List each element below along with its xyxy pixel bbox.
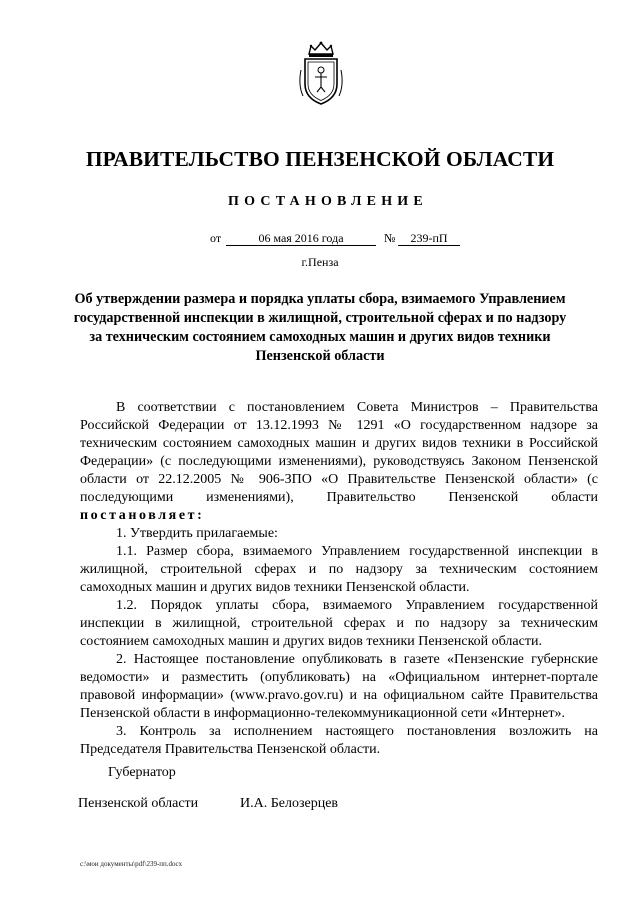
government-title: ПРАВИТЕЛЬСТВО ПЕНЗЕНСКОЙ ОБЛАСТИ <box>85 147 555 171</box>
date-prefix: от <box>210 231 222 245</box>
document-subject: Об утверждении размера и порядка уплаты сбора, взимаемого Управлением государственной инспекции в жилищной, строительной сферах и по надзору за техническим состоянием самоходных машин и других видов техники Пензенской области <box>73 291 567 364</box>
signatory-title: Губернатор <box>108 765 176 780</box>
body-paragraph-1-1: 1.1. Размер сбора, взимаемого Управлением государственной инспекции в жилищной, строительной сферах и по надзору за техническим состоянием самоходных машин и других видов техники Пензенской области. <box>80 544 598 595</box>
document-number: 239-пП <box>398 231 460 246</box>
file-path-footer: c:\мои документы\pdf\239-пп.docx <box>80 860 183 868</box>
penza-coat-of-arms-icon <box>295 40 347 108</box>
document-date: 06 мая 2016 года <box>226 231 376 246</box>
body-paragraph-preamble <box>80 399 598 525</box>
body-paragraph-2: 2. Настоящее постановление опубликовать в газете «Пензенские губернские ведомости» и разместить (опубликовать) на «Официальном интернет-портале правовой информации» (www.pravo.gov.ru) и на официальном сайте Правительства Пензенской области в информационно-телекоммуникационной сети «Интернет». <box>80 652 598 721</box>
body-paragraph-3: 3. Контроль за исполнением настоящего постановления возложить на Председателя Правительства Пензенской области. <box>80 724 598 757</box>
preamble-text: В соответствии с постановлением Совета Министров – Правительства Российской Федерации от 13.12.1993 № 1291 «О государственном надзоре за техническим состоянием самоходных машин и других видов техники в Российской Федерации» (с последующими изменениями), руководствуясь Законом Пензенской области от 22.12.2005 № 906-ЗПО «О Правительстве Пензенской области» (с последующими изменениями), Правительство Пензенской области <box>80 400 598 505</box>
signatory-region: Пензенской области <box>78 796 199 811</box>
city-name: г.Пенза <box>301 255 339 269</box>
number-sign: № <box>384 231 396 245</box>
document-type: ПОСТАНОВЛЕНИЕ <box>228 194 428 209</box>
body-paragraph-1: 1. Утвердить прилагаемые: <box>116 526 278 541</box>
body-paragraph-1-2: 1.2. Порядок уплаты сбора, взимаемого Управлением государственной инспекции в жилищной, строительной сферах и по надзору за техническим состоянием самоходных машин и других видов техники Пензенской области. <box>80 598 598 649</box>
resolves-word: постановляет: <box>80 508 205 523</box>
date-number-line <box>0 231 640 251</box>
signatory-name: И.А. Белозерцев <box>240 796 339 811</box>
document-body <box>80 399 598 759</box>
